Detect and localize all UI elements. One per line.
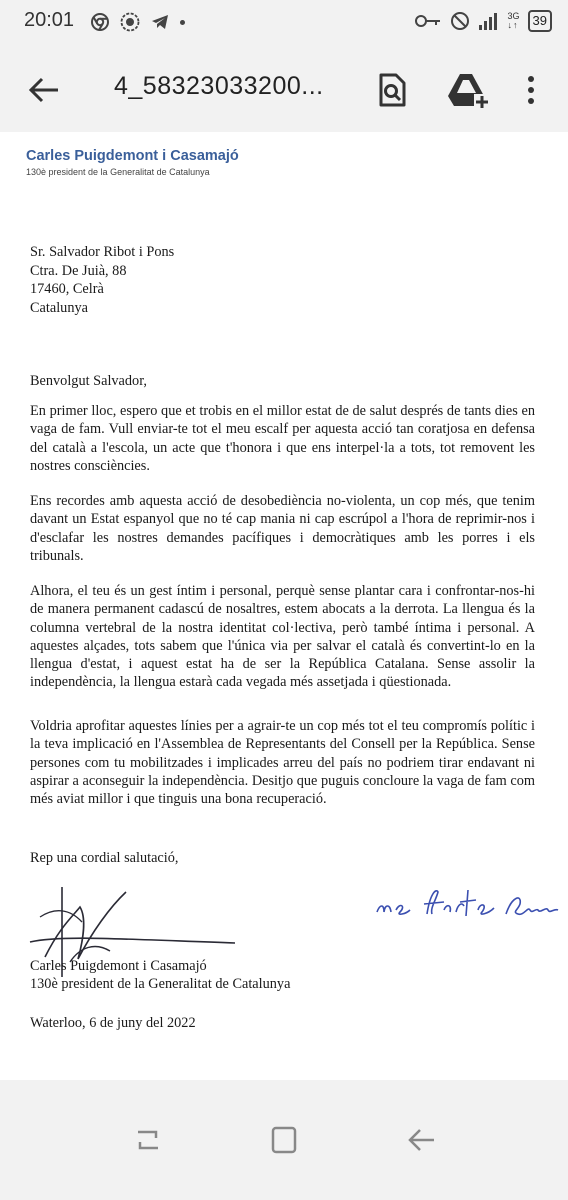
arrow-left-icon[interactable]	[22, 70, 66, 110]
telegram-icon	[150, 12, 170, 32]
dot-icon	[180, 20, 185, 25]
more-vert-icon[interactable]	[516, 70, 546, 110]
place-date: Waterloo, 6 de juny del 2022	[30, 1015, 196, 1031]
battery-level: 39	[532, 13, 547, 28]
closing: Rep una cordial salutació,	[30, 850, 179, 866]
do-not-disturb-icon	[450, 11, 470, 31]
recipient-address	[30, 243, 174, 317]
network-label: 3G	[507, 11, 520, 21]
add-to-drive-icon[interactable]	[446, 70, 490, 110]
greeting: Benvolgut Salvador,	[30, 373, 147, 389]
paragraph: En primer lloc, espero que et trobis en el millor estat de de salut després de tants dies en vaga de fam. Vull enviar-te tot el meu escalf per aquesta acció tan coratjosa en defensa del català a l'escola, un acte que t'honora i que ens interpel·la a tots, tot removent les nostres consciències.	[30, 403, 535, 474]
network-type-icon: 3G ↓↑	[507, 11, 520, 30]
system-nav-bar	[0, 1080, 568, 1200]
chrome-icon	[90, 12, 110, 32]
address-line: Ctra. De Juià, 88	[30, 262, 127, 279]
address-line: 17460, Celrà	[30, 281, 104, 297]
key-icon	[414, 13, 442, 29]
address-line: Sr. Salvador Ribot i Pons	[30, 244, 175, 260]
paragraph: Alhora, el teu és un gest íntim i personal, perquè sense plantar cara i confrontar-nos-hi de manera permanent cadascú de nosaltres, estem abocats a la derrota. La llengua és la columna vertebral de la nostra identitat col·lectiva, però també íntima i personal. A aquestes alçades, tots sabem que l'única via per salvar el català és convertint-lo en la llengua d'estat, i aquest estat ha de ser la República Catalana. Sense assolir la independència, la llengua estarà cada vegada més assetjada i qüestionada.	[30, 583, 535, 691]
document-page[interactable]	[0, 132, 568, 1080]
settings-badge-icon	[120, 12, 140, 32]
paragraph: Voldria aprofitar aquestes línies per a agrair-te un cop més tot el teu compromís polític i la teva implicació en l'Assemblea de Representants del Consell per la República. Sense persones com tu mobilitzades i implicades arreu del país no podriem tirar endavant ni aspirar a aconseguir la independència. Desitjo que puguis concloure la vaga de fam com més aviat millor i que tinguis una bona recuperació.	[30, 718, 535, 808]
status-bar	[0, 0, 568, 46]
signature-name: Carles Puigdemont i Casamajó	[30, 958, 207, 974]
signature-role: 130è president de la Generalitat de Catalunya	[30, 976, 291, 992]
letterhead-role: 130è president de la Generalitat de Catalunya	[26, 167, 210, 177]
battery-icon	[528, 10, 552, 32]
find-in-page-icon[interactable]	[372, 70, 412, 110]
address-line: Catalunya	[30, 299, 88, 316]
notification-icons	[90, 12, 185, 32]
status-time: 20:01	[24, 9, 75, 31]
home-icon[interactable]	[264, 1120, 304, 1160]
back-icon[interactable]	[402, 1120, 442, 1160]
file-title: 4_58323033200...	[114, 72, 324, 100]
signal-icon	[478, 12, 500, 30]
system-icons	[414, 10, 552, 32]
letterhead-name: Carles Puigdemont i Casamajó	[26, 148, 239, 164]
app-toolbar	[0, 46, 568, 132]
paragraph: Ens recordes amb aquesta acció de desobediència no-violenta, un cop més, que tenim davant un Estat espanyol que no té cap mania ni cap escrúpol a l'hora de reprimir-nos i d'esclafar les nostres demandes pacífiques i democràtiques amb les porres i els tribunals.	[30, 493, 535, 564]
recents-icon[interactable]	[128, 1120, 168, 1160]
handwritten-note	[372, 880, 562, 930]
